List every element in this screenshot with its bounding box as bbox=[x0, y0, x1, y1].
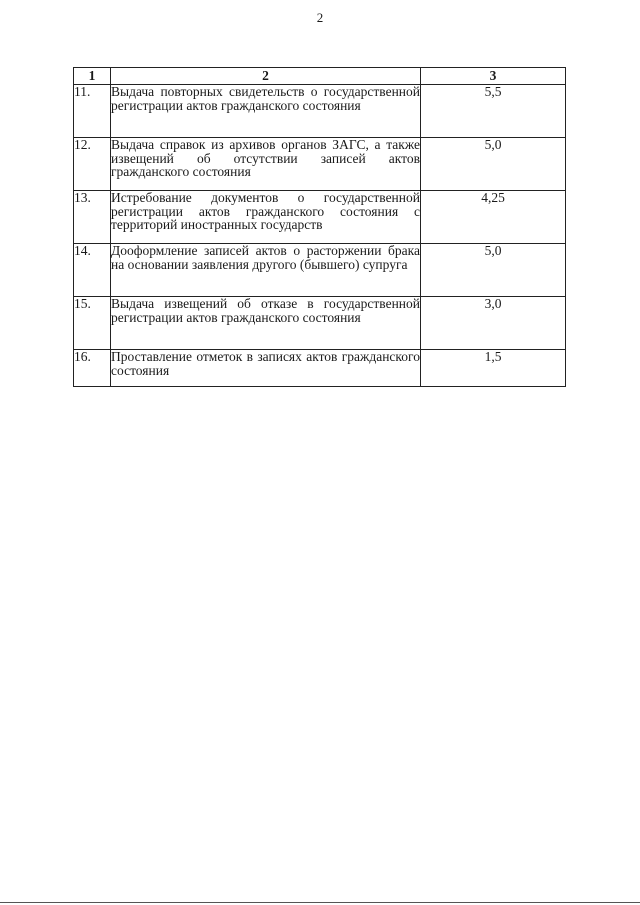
table-row bbox=[74, 244, 566, 297]
table-header-row bbox=[74, 68, 566, 85]
row-number: 12. bbox=[74, 138, 111, 191]
table-row bbox=[74, 138, 566, 191]
row-value: 4,25 bbox=[421, 191, 566, 244]
row-description: Выдача извещений об отказе в государственной регистрации актов гражданского состояния bbox=[111, 297, 421, 350]
fee-table bbox=[73, 67, 566, 387]
row-description: Истребование документов о государственной регистрации актов гражданского состояния с территорий иностранных государств bbox=[111, 191, 421, 244]
row-value: 5,5 bbox=[421, 85, 566, 138]
column-header-value: 3 bbox=[421, 68, 566, 85]
column-header-number: 1 bbox=[74, 68, 111, 85]
row-number: 13. bbox=[74, 191, 111, 244]
row-description: Дооформление записей актов о расторжении брака на основании заявления другого (бывшего) супруга bbox=[111, 244, 421, 297]
row-description: Выдача справок из архивов органов ЗАГС, а также извещений об отсутствии записей актов гражданского состояния bbox=[111, 138, 421, 191]
row-value: 5,0 bbox=[421, 138, 566, 191]
row-number: 15. bbox=[74, 297, 111, 350]
row-number: 11. bbox=[74, 85, 111, 138]
row-value: 3,0 bbox=[421, 297, 566, 350]
row-description: Проставление отметок в записях актов гражданского состояния bbox=[111, 350, 421, 387]
table-row bbox=[74, 350, 566, 387]
row-value: 1,5 bbox=[421, 350, 566, 387]
row-number: 14. bbox=[74, 244, 111, 297]
page-number: 2 bbox=[316, 10, 324, 25]
table-row bbox=[74, 191, 566, 244]
row-number: 16. bbox=[74, 350, 111, 387]
row-description: Выдача повторных свидетельств о государственной регистрации актов гражданского состояния bbox=[111, 85, 421, 138]
row-value: 5,0 bbox=[421, 244, 566, 297]
table-row bbox=[74, 85, 566, 138]
bottom-edge-line bbox=[0, 902, 640, 903]
table-row bbox=[74, 297, 566, 350]
column-header-description: 2 bbox=[111, 68, 421, 85]
